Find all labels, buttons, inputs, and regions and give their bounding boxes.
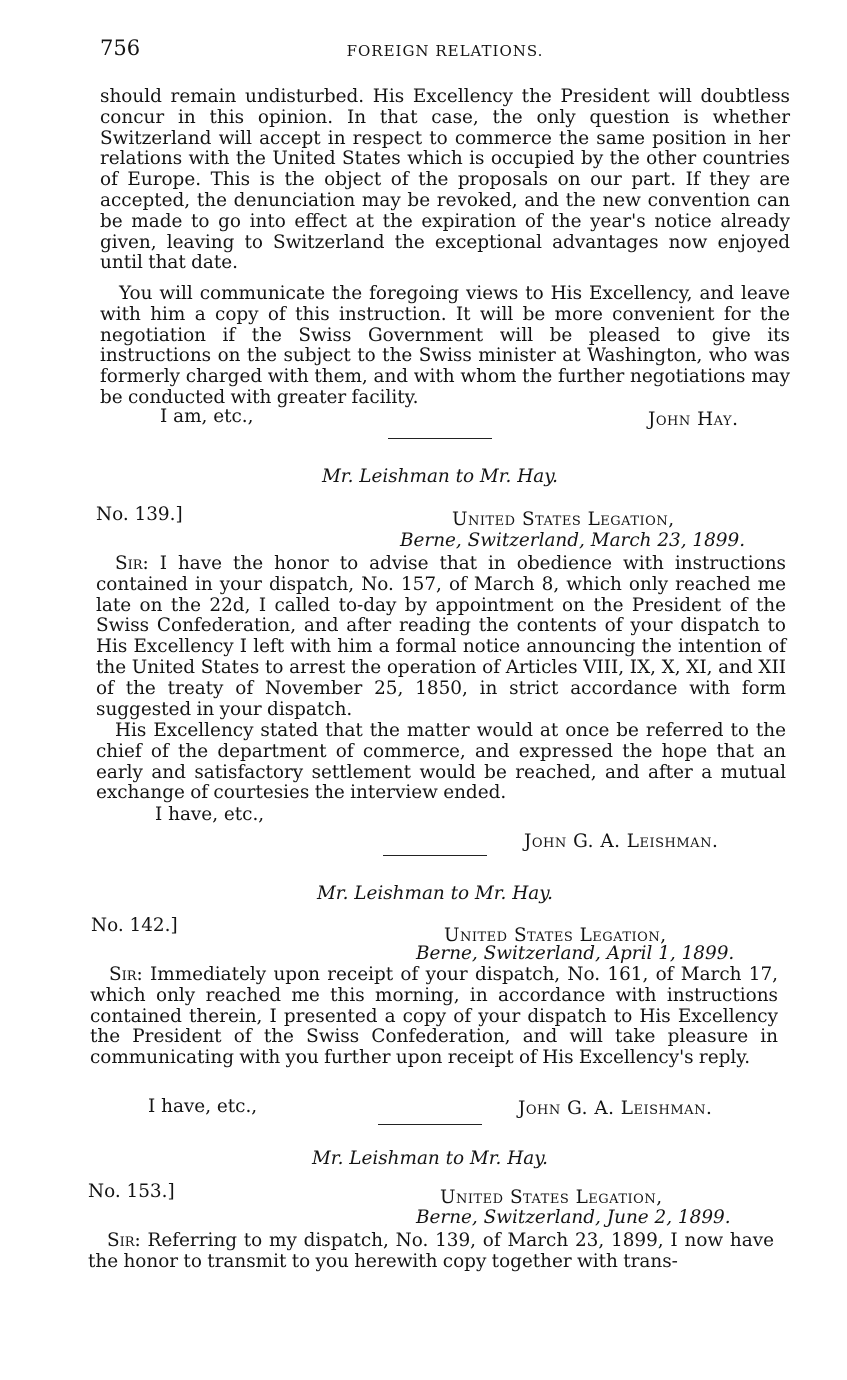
letter-title: Mr. Leishman to Mr. Hay. (321, 466, 559, 487)
letter-paragraph (96, 554, 786, 720)
legation-heading: United States Legation, (440, 1187, 663, 1208)
letter-title: Mr. Leishman to Mr. Hay. (316, 883, 554, 904)
letter-body-text: Immediately upon receipt of your dispatch, No. 161, of March 17, which only reached me this morning, in accordance with instructions contained therein, I presented a copy of your dispatch to His Excellency the President of the Swiss Confederation, and will take pleasure in communicating with you further upon receipt of His Excellency's reply. (90, 964, 778, 1069)
dateline: Berne, Switzerland, March 23, 1899. (400, 530, 746, 551)
section-divider (383, 855, 487, 856)
letter-paragraph (90, 965, 778, 1069)
dispatch-number: No. 139.] (96, 504, 183, 525)
signature: John G. A. Leishman. (518, 1098, 713, 1119)
letter-paragraph: His Excellency stated that the matter would at once be referred to the chief of the department of commerce, and expressed the hope that an early and satisfactory settlement would be reached, and after a mutual exchange of courtesies the interview ended. (96, 720, 786, 804)
closing-line: I have, etc., (148, 1096, 258, 1117)
salutation: Sir: (109, 964, 143, 985)
letter-body-text: Referring to my dispatch, No. 139, of March 23, 1899, I now have the honor to transmit to you herewith copy together with trans- (88, 1230, 774, 1272)
dateline: Berne, Switzerland, April 1, 1899. (416, 943, 735, 964)
page-header (100, 36, 790, 64)
closing-line: I have, etc., (155, 804, 265, 825)
signature: John G. A. Leishman. (524, 831, 719, 852)
closing-line: I am, etc., (160, 406, 254, 427)
dispatch-number: No. 153.] (88, 1181, 175, 1202)
salutation: Sir: (115, 553, 149, 574)
page-number: 756 (100, 36, 141, 60)
section-divider (378, 1124, 482, 1125)
continuation-paragraph-1: should remain undisturbed. His Excellency the President will doubtless concur in this opinion. In that case, the only question is whether Switzerland will accept in respect to commerce the same position in her relations with the United States which is occupied by the other countries of Europe. This is the object of the proposals on our part. If they are accepted, the denunciation may be revoked, and the new convention can be made to go into effect at the expiration of the year's notice already given, leaving to Switzerland the exceptional advantages now enjoyed until that date. (100, 86, 790, 274)
salutation: Sir: (107, 1230, 141, 1251)
dispatch-number: No. 142.] (91, 915, 178, 936)
section-divider (388, 438, 492, 439)
legation-heading: United States Legation, (444, 925, 667, 946)
dateline: Berne, Switzerland, June 2, 1899. (416, 1207, 731, 1228)
signature: John Hay. (648, 409, 739, 430)
letter-paragraph (88, 1231, 774, 1273)
continuation-paragraph-2: You will communicate the foregoing views to His Excellency, and leave with him a copy of this instruction. It will be more convenient for the negotiation if the Swiss Government will be pleased to give its instructions on the subject to the Swiss minister at Washington, who was formerly charged with them, and with whom the further negotiations may be conducted with greater facility. (100, 283, 790, 408)
running-title: FOREIGN RELATIONS. (346, 42, 544, 60)
letter-body-text: I have the honor to advise that in obedience with instructions contained in your dispatch, No. 157, of March 8, which only reached me late on the 22d, I called to-day by appointment on the President of the Swiss Confederation, and after reading the contents of your dispatch to His Excellency I left with him a formal notice announcing the intention of the United States to arrest the operation of Articles VIII, IX, X, XI, and XII of the treaty of November 25, 1850, in strict accordance with form suggested in your dispatch. (96, 553, 786, 720)
legation-heading: United States Legation, (452, 509, 675, 530)
letter-title: Mr. Leishman to Mr. Hay. (311, 1148, 549, 1169)
